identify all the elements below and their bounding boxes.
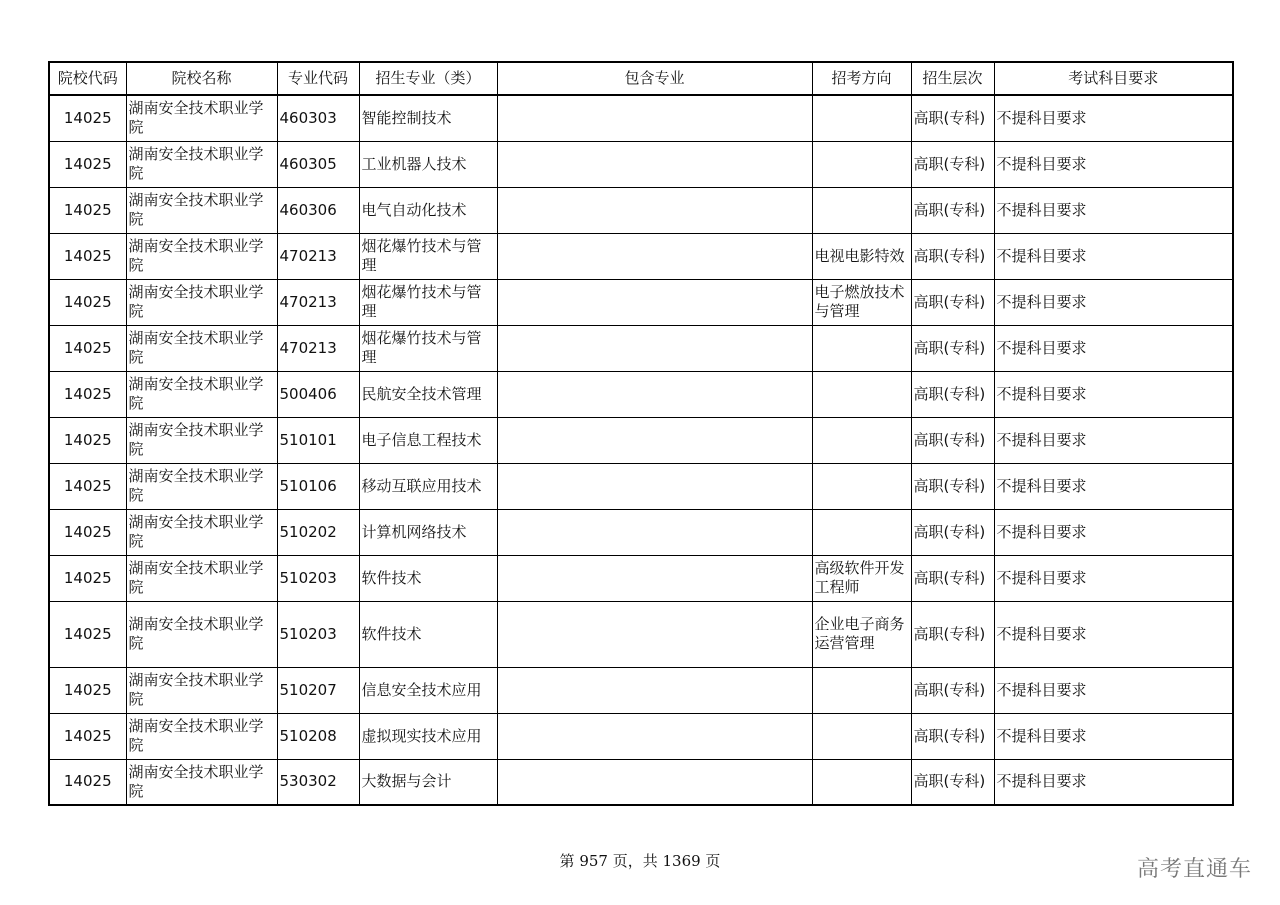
cell-major-code: 510208 bbox=[277, 713, 359, 759]
cell-school-code: 14025 bbox=[49, 417, 126, 463]
cell-level: 高职(专科) bbox=[911, 95, 994, 141]
cell-school-name: 湖南安全技术职业学院 bbox=[126, 463, 277, 509]
cell-major-code: 470213 bbox=[277, 279, 359, 325]
cell-level: 高职(专科) bbox=[911, 509, 994, 555]
cell-major: 智能控制技术 bbox=[359, 95, 497, 141]
cell-level: 高职(专科) bbox=[911, 233, 994, 279]
cell-school-name: 湖南安全技术职业学院 bbox=[126, 371, 277, 417]
cell-school-name: 湖南安全技术职业学院 bbox=[126, 713, 277, 759]
cell-major-code: 510207 bbox=[277, 667, 359, 713]
cell-major-code: 510203 bbox=[277, 601, 359, 667]
cell-level: 高职(专科) bbox=[911, 141, 994, 187]
cell-direction: 电视电影特效 bbox=[812, 233, 911, 279]
cell-school-code: 14025 bbox=[49, 187, 126, 233]
cell-includes bbox=[497, 667, 812, 713]
cell-level: 高职(专科) bbox=[911, 759, 994, 805]
cell-requirement: 不提科目要求 bbox=[994, 233, 1233, 279]
header-major: 招生专业（类） bbox=[359, 62, 497, 95]
cell-school-name: 湖南安全技术职业学院 bbox=[126, 279, 277, 325]
cell-level: 高职(专科) bbox=[911, 279, 994, 325]
enrollment-table bbox=[48, 61, 1234, 806]
cell-school-code: 14025 bbox=[49, 325, 126, 371]
cell-school-code: 14025 bbox=[49, 95, 126, 141]
cell-school-code: 14025 bbox=[49, 463, 126, 509]
cell-level: 高职(专科) bbox=[911, 371, 994, 417]
cell-major: 移动互联应用技术 bbox=[359, 463, 497, 509]
cell-major: 烟花爆竹技术与管理 bbox=[359, 233, 497, 279]
table-row bbox=[49, 759, 1233, 805]
cell-requirement: 不提科目要求 bbox=[994, 371, 1233, 417]
page-footer: 第 957 页，共 1369 页 bbox=[559, 852, 721, 870]
cell-school-name: 湖南安全技术职业学院 bbox=[126, 667, 277, 713]
cell-major: 电气自动化技术 bbox=[359, 187, 497, 233]
cell-level: 高职(专科) bbox=[911, 555, 994, 601]
cell-includes bbox=[497, 463, 812, 509]
cell-major-code: 510203 bbox=[277, 555, 359, 601]
cell-major: 计算机网络技术 bbox=[359, 509, 497, 555]
cell-major: 电子信息工程技术 bbox=[359, 417, 497, 463]
cell-major: 工业机器人技术 bbox=[359, 141, 497, 187]
cell-includes bbox=[497, 759, 812, 805]
cell-major-code: 500406 bbox=[277, 371, 359, 417]
cell-school-name: 湖南安全技术职业学院 bbox=[126, 325, 277, 371]
cell-direction bbox=[812, 713, 911, 759]
cell-direction bbox=[812, 371, 911, 417]
table-row bbox=[49, 601, 1233, 667]
cell-requirement: 不提科目要求 bbox=[994, 141, 1233, 187]
table-header-row bbox=[49, 62, 1233, 95]
table-row bbox=[49, 187, 1233, 233]
cell-requirement: 不提科目要求 bbox=[994, 325, 1233, 371]
table-row bbox=[49, 417, 1233, 463]
watermark: 高考直通车 bbox=[1136, 857, 1252, 882]
cell-direction bbox=[812, 95, 911, 141]
cell-level: 高职(专科) bbox=[911, 187, 994, 233]
cell-direction: 电子燃放技术与管理 bbox=[812, 279, 911, 325]
cell-school-code: 14025 bbox=[49, 555, 126, 601]
cell-level: 高职(专科) bbox=[911, 325, 994, 371]
table-row bbox=[49, 713, 1233, 759]
cell-direction bbox=[812, 141, 911, 187]
cell-school-code: 14025 bbox=[49, 233, 126, 279]
cell-major-code: 470213 bbox=[277, 233, 359, 279]
cell-requirement: 不提科目要求 bbox=[994, 713, 1233, 759]
cell-requirement: 不提科目要求 bbox=[994, 759, 1233, 805]
cell-includes bbox=[497, 141, 812, 187]
cell-requirement: 不提科目要求 bbox=[994, 95, 1233, 141]
cell-level: 高职(专科) bbox=[911, 601, 994, 667]
cell-includes bbox=[497, 233, 812, 279]
cell-direction bbox=[812, 187, 911, 233]
cell-school-code: 14025 bbox=[49, 713, 126, 759]
header-level: 招生层次 bbox=[911, 62, 994, 95]
cell-includes bbox=[497, 187, 812, 233]
cell-major-code: 460306 bbox=[277, 187, 359, 233]
table-row bbox=[49, 279, 1233, 325]
cell-school-name: 湖南安全技术职业学院 bbox=[126, 141, 277, 187]
table-row bbox=[49, 509, 1233, 555]
cell-includes bbox=[497, 601, 812, 667]
header-school-name: 院校名称 bbox=[126, 62, 277, 95]
header-major-code: 专业代码 bbox=[277, 62, 359, 95]
cell-includes bbox=[497, 325, 812, 371]
header-includes: 包含专业 bbox=[497, 62, 812, 95]
header-school-code: 院校代码 bbox=[49, 62, 126, 95]
cell-school-code: 14025 bbox=[49, 759, 126, 805]
cell-includes bbox=[497, 555, 812, 601]
table-row bbox=[49, 95, 1233, 141]
cell-school-code: 14025 bbox=[49, 601, 126, 667]
cell-requirement: 不提科目要求 bbox=[994, 279, 1233, 325]
table-row bbox=[49, 371, 1233, 417]
cell-school-name: 湖南安全技术职业学院 bbox=[126, 555, 277, 601]
cell-school-name: 湖南安全技术职业学院 bbox=[126, 759, 277, 805]
cell-level: 高职(专科) bbox=[911, 417, 994, 463]
header-requirement: 考试科目要求 bbox=[994, 62, 1233, 95]
cell-major-code: 510101 bbox=[277, 417, 359, 463]
cell-major: 虚拟现实技术应用 bbox=[359, 713, 497, 759]
cell-major-code: 460305 bbox=[277, 141, 359, 187]
cell-major-code: 510202 bbox=[277, 509, 359, 555]
cell-requirement: 不提科目要求 bbox=[994, 187, 1233, 233]
table-row bbox=[49, 325, 1233, 371]
cell-direction bbox=[812, 667, 911, 713]
cell-school-name: 湖南安全技术职业学院 bbox=[126, 417, 277, 463]
table-row bbox=[49, 667, 1233, 713]
cell-requirement: 不提科目要求 bbox=[994, 417, 1233, 463]
cell-direction bbox=[812, 509, 911, 555]
table-row bbox=[49, 141, 1233, 187]
cell-school-name: 湖南安全技术职业学院 bbox=[126, 233, 277, 279]
cell-school-code: 14025 bbox=[49, 141, 126, 187]
cell-requirement: 不提科目要求 bbox=[994, 601, 1233, 667]
cell-includes bbox=[497, 371, 812, 417]
cell-school-name: 湖南安全技术职业学院 bbox=[126, 187, 277, 233]
cell-school-code: 14025 bbox=[49, 509, 126, 555]
cell-includes bbox=[497, 713, 812, 759]
cell-school-name: 湖南安全技术职业学院 bbox=[126, 95, 277, 141]
cell-includes bbox=[497, 509, 812, 555]
cell-major: 民航安全技术管理 bbox=[359, 371, 497, 417]
cell-school-code: 14025 bbox=[49, 371, 126, 417]
cell-major: 烟花爆竹技术与管理 bbox=[359, 279, 497, 325]
cell-school-name: 湖南安全技术职业学院 bbox=[126, 509, 277, 555]
cell-level: 高职(专科) bbox=[911, 463, 994, 509]
cell-school-name: 湖南安全技术职业学院 bbox=[126, 601, 277, 667]
cell-major: 烟花爆竹技术与管理 bbox=[359, 325, 497, 371]
cell-school-code: 14025 bbox=[49, 667, 126, 713]
cell-requirement: 不提科目要求 bbox=[994, 667, 1233, 713]
cell-school-code: 14025 bbox=[49, 279, 126, 325]
cell-direction: 企业电子商务运营管理 bbox=[812, 601, 911, 667]
table-row bbox=[49, 555, 1233, 601]
cell-major: 信息安全技术应用 bbox=[359, 667, 497, 713]
header-direction: 招考方向 bbox=[812, 62, 911, 95]
cell-includes bbox=[497, 95, 812, 141]
cell-direction bbox=[812, 759, 911, 805]
cell-includes bbox=[497, 279, 812, 325]
cell-level: 高职(专科) bbox=[911, 667, 994, 713]
cell-requirement: 不提科目要求 bbox=[994, 463, 1233, 509]
cell-direction bbox=[812, 325, 911, 371]
cell-requirement: 不提科目要求 bbox=[994, 555, 1233, 601]
table-row bbox=[49, 463, 1233, 509]
cell-major-code: 460303 bbox=[277, 95, 359, 141]
cell-direction: 高级软件开发工程师 bbox=[812, 555, 911, 601]
cell-major: 软件技术 bbox=[359, 601, 497, 667]
cell-major-code: 470213 bbox=[277, 325, 359, 371]
cell-major: 大数据与会计 bbox=[359, 759, 497, 805]
cell-major: 软件技术 bbox=[359, 555, 497, 601]
cell-direction bbox=[812, 417, 911, 463]
cell-major-code: 510106 bbox=[277, 463, 359, 509]
cell-includes bbox=[497, 417, 812, 463]
cell-direction bbox=[812, 463, 911, 509]
cell-level: 高职(专科) bbox=[911, 713, 994, 759]
cell-requirement: 不提科目要求 bbox=[994, 509, 1233, 555]
cell-major-code: 530302 bbox=[277, 759, 359, 805]
table-row bbox=[49, 233, 1233, 279]
table-body bbox=[49, 95, 1233, 805]
